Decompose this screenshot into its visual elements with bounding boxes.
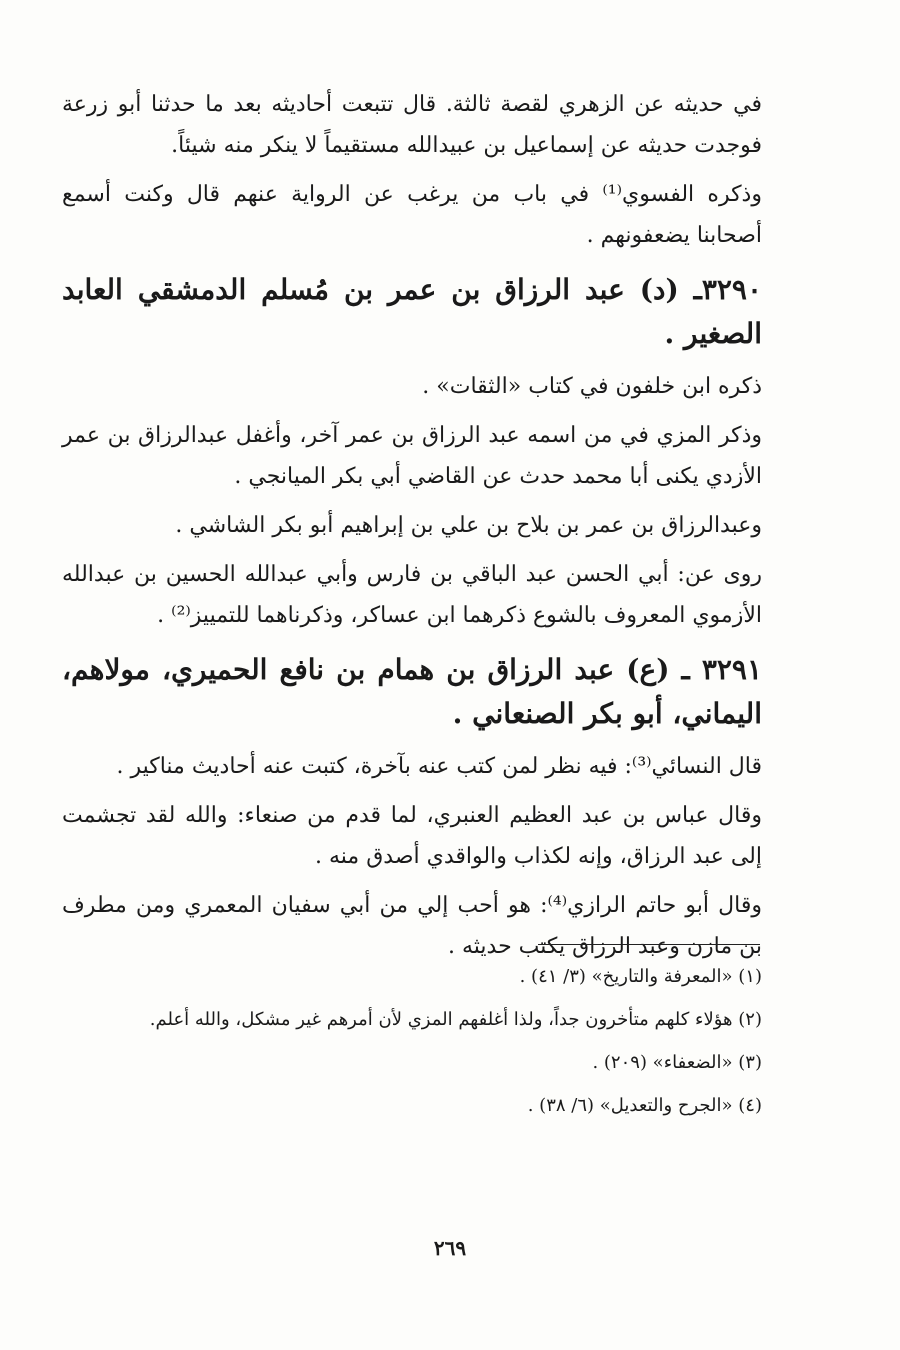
footnote: (١) «المعرفة والتاريخ» (٣/ ٤١) . <box>519 966 762 987</box>
footnote: (٢) هؤلاء كلهم متأخرون جداً، ولذا أغلفهم المزي لأن أمرهم غير مشكل، والله أعلم. <box>149 1009 762 1030</box>
paragraph: وقال أبو حاتم الرازي⁽⁴⁾: هو أحب إلي من أبي سفيان المعمري ومن مطرف بن مازن وعبد الرزاق يكتب حديثه . <box>62 893 762 959</box>
paragraph: وذكره الفسوي⁽¹⁾ في باب من يرغب عن الرواية عنهم قال وكنت أسمع أصحابنا يضعفونهم . <box>62 182 762 248</box>
paragraph: قال النسائي⁽³⁾: فيه نظر لمن كتب عنه بآخرة، كتبت عنه أحاديث مناكير . <box>116 754 762 779</box>
footnote-separator <box>538 944 760 945</box>
paragraph: وعبدالرزاق بن عمر بن بلاح بن علي بن إبراهيم أبو بكر الشاشي . <box>175 513 762 538</box>
entry-heading-3291: ٣٢٩١ ـ (ع) عبد الرزاق بن همام بن نافع الحميري، مولاهم، اليماني، أبو بكر الصنعاني . <box>62 653 762 730</box>
paragraph: وذكر المزي في من اسمه عبد الرزاق بن عمر آخر، وأغفل عبدالرزاق بن عمر الأزدي يكنى أبا محمد حدث عن القاضي أبي بكر الميانجي . <box>62 423 762 489</box>
footnotes <box>62 960 762 1132</box>
footnote: (٣) «الضعفاء» (٢٠٩) . <box>592 1052 762 1073</box>
main-text <box>62 84 762 975</box>
paragraph: في حديثه عن الزهري لقصة ثالثة. قال تتبعت أحاديثه بعد ما حدثنا أبو زرعة فوجدت حديثه عن إسماعيل بن عبيدالله مستقيماً لا ينكر منه شيئاً. <box>62 92 762 158</box>
paragraph: روى عن: أبي الحسن عبد الباقي بن فارس وأبي عبدالله الحسين بن عبدالله الأزموي المعروف بالشوع ذكرهما ابن عساكر، وذكرناهما للتمييز⁽²⁾ . <box>62 562 762 628</box>
footnote: (٤) «الجرح والتعديل» (٦/ ٣٨) . <box>527 1095 762 1116</box>
entry-heading-3290: ٣٢٩٠ـ (د) عبد الرزاق بن عمر بن مُسلم الدمشقي العابد الصغير . <box>62 273 762 350</box>
paragraph: ذكره ابن خلفون في كتاب «الثقات» . <box>422 374 762 399</box>
paragraph: وقال عباس بن عبد العظيم العنبري، لما قدم من صنعاء: والله لقد تجشمت إلى عبد الرزاق، وإنه لكذاب والواقدي أصدق منه . <box>62 803 762 869</box>
page-number: ٢٦٩ <box>433 1236 467 1260</box>
